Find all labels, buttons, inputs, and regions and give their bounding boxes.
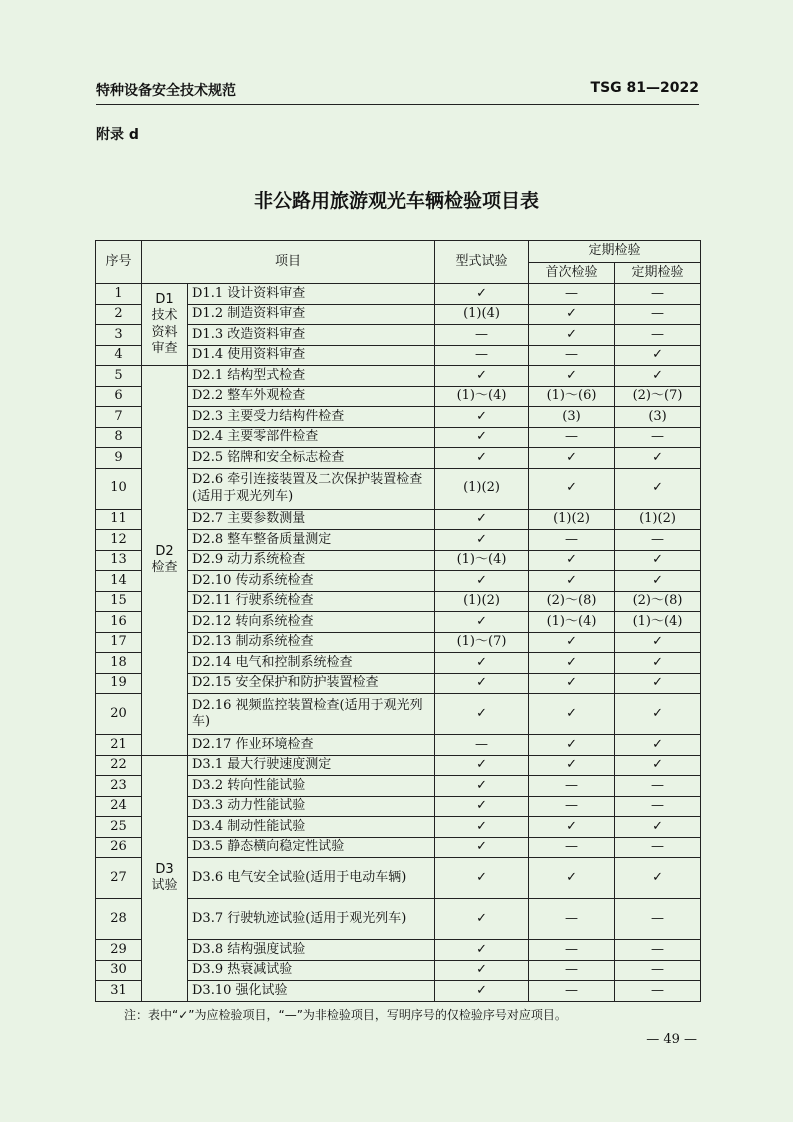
row-number: 25 <box>96 817 142 838</box>
regular-inspection-value: ✓ <box>615 735 701 756</box>
first-inspection-value: ✓ <box>529 858 615 899</box>
regular-inspection-value: — <box>615 304 701 325</box>
item-name: D2.11 行驶系统检查 <box>188 591 435 612</box>
item-name: D3.5 静态横向稳定性试验 <box>188 837 435 858</box>
first-inspection-value: — <box>529 940 615 961</box>
first-inspection-value: — <box>529 899 615 940</box>
first-inspection-value: ✓ <box>529 755 615 776</box>
item-name: D3.4 制动性能试验 <box>188 817 435 838</box>
row-number: 22 <box>96 755 142 776</box>
first-inspection-value: ✓ <box>529 325 615 346</box>
row-number: 9 <box>96 448 142 469</box>
row-number: 24 <box>96 796 142 817</box>
item-name: D3.9 热衰减试验 <box>188 960 435 981</box>
row-number: 8 <box>96 427 142 448</box>
item-name: D2.1 结构型式检查 <box>188 366 435 387</box>
regular-inspection-value: — <box>615 899 701 940</box>
regular-inspection-value: ✓ <box>615 468 701 509</box>
col-header-item: 项目 <box>142 241 435 284</box>
row-number: 20 <box>96 694 142 735</box>
type-test-value: (1)～(4) <box>435 386 529 407</box>
type-test-value: ✓ <box>435 858 529 899</box>
regular-inspection-value: ✓ <box>615 858 701 899</box>
regular-inspection-value: (3) <box>615 407 701 428</box>
type-test-value: — <box>435 325 529 346</box>
row-number: 13 <box>96 550 142 571</box>
regular-inspection-value: ✓ <box>615 550 701 571</box>
item-name: D3.7 行驶轨迹试验(适用于观光列车) <box>188 899 435 940</box>
row-number: 14 <box>96 571 142 592</box>
regular-inspection-value: ✓ <box>615 345 701 366</box>
group-label: D1 技术 资料 审查 <box>142 284 188 366</box>
row-number: 4 <box>96 345 142 366</box>
item-name: D2.17 作业环境检查 <box>188 735 435 756</box>
regular-inspection-value: (1)～(4) <box>615 612 701 633</box>
item-name: D1.2 制造资料审查 <box>188 304 435 325</box>
group-label: D2 检查 <box>142 366 188 756</box>
row-number: 6 <box>96 386 142 407</box>
first-inspection-value: ✓ <box>529 673 615 694</box>
regular-inspection-value: — <box>615 960 701 981</box>
type-test-value: ✓ <box>435 509 529 530</box>
first-inspection-value: — <box>529 284 615 305</box>
row-number: 2 <box>96 304 142 325</box>
regular-inspection-value: — <box>615 776 701 797</box>
item-name: D2.6 牵引连接装置及二次保护装置检查(适用于观光列车) <box>188 468 435 509</box>
table-row <box>96 755 701 776</box>
regular-inspection-value: ✓ <box>615 817 701 838</box>
row-number: 7 <box>96 407 142 428</box>
first-inspection-value: (1)～(6) <box>529 386 615 407</box>
row-number: 19 <box>96 673 142 694</box>
row-number: 26 <box>96 837 142 858</box>
first-inspection-value: ✓ <box>529 653 615 674</box>
first-inspection-value: ✓ <box>529 694 615 735</box>
item-name: D3.2 转向性能试验 <box>188 776 435 797</box>
item-name: D1.3 改造资料审查 <box>188 325 435 346</box>
regular-inspection-value: — <box>615 796 701 817</box>
item-name: D2.15 安全保护和防护装置检查 <box>188 673 435 694</box>
type-test-value: ✓ <box>435 530 529 551</box>
regular-inspection-value: ✓ <box>615 694 701 735</box>
appendix-label: 附录 d <box>96 127 139 143</box>
first-inspection-value: ✓ <box>529 571 615 592</box>
header-right: TSG 81—2022 <box>590 80 699 96</box>
type-test-value: ✓ <box>435 427 529 448</box>
first-inspection-value: — <box>529 981 615 1002</box>
type-test-value: (1)(2) <box>435 468 529 509</box>
type-test-value: ✓ <box>435 571 529 592</box>
item-name: D1.1 设计资料审查 <box>188 284 435 305</box>
item-name: D3.8 结构强度试验 <box>188 940 435 961</box>
regular-inspection-value: — <box>615 427 701 448</box>
type-test-value: ✓ <box>435 366 529 387</box>
first-inspection-value: ✓ <box>529 735 615 756</box>
row-number: 17 <box>96 632 142 653</box>
item-name: D2.9 动力系统检查 <box>188 550 435 571</box>
row-number: 29 <box>96 940 142 961</box>
first-inspection-value: — <box>529 796 615 817</box>
col-header-regular-inspection: 定期检验 <box>615 263 701 284</box>
row-number: 21 <box>96 735 142 756</box>
regular-inspection-value: (2)～(8) <box>615 591 701 612</box>
col-header-no: 序号 <box>96 241 142 284</box>
type-test-value: ✓ <box>435 284 529 305</box>
item-name: D3.10 强化试验 <box>188 981 435 1002</box>
first-inspection-value: ✓ <box>529 366 615 387</box>
item-name: D2.10 传动系统检查 <box>188 571 435 592</box>
first-inspection-value: — <box>529 427 615 448</box>
type-test-value: ✓ <box>435 981 529 1002</box>
type-test-value: (1)(2) <box>435 591 529 612</box>
row-number: 27 <box>96 858 142 899</box>
row-number: 15 <box>96 591 142 612</box>
item-name: D1.4 使用资料审查 <box>188 345 435 366</box>
table-row <box>96 284 701 305</box>
row-number: 12 <box>96 530 142 551</box>
type-test-value: (1)～(7) <box>435 632 529 653</box>
item-name: D2.14 电气和控制系统检查 <box>188 653 435 674</box>
col-header-type-test: 型式试验 <box>435 241 529 284</box>
item-name: D2.7 主要参数测量 <box>188 509 435 530</box>
row-number: 30 <box>96 960 142 981</box>
regular-inspection-value: (1)(2) <box>615 509 701 530</box>
regular-inspection-value: — <box>615 940 701 961</box>
first-inspection-value: — <box>529 837 615 858</box>
first-inspection-value: ✓ <box>529 632 615 653</box>
type-test-value: ✓ <box>435 796 529 817</box>
regular-inspection-value: (2)～(7) <box>615 386 701 407</box>
row-number: 11 <box>96 509 142 530</box>
first-inspection-value: — <box>529 776 615 797</box>
first-inspection-value: — <box>529 530 615 551</box>
type-test-value: ✓ <box>435 612 529 633</box>
type-test-value: — <box>435 735 529 756</box>
regular-inspection-value: ✓ <box>615 755 701 776</box>
row-number: 3 <box>96 325 142 346</box>
first-inspection-value: (1)～(4) <box>529 612 615 633</box>
table-note: 注：表中“✓”为应检验项目，“—”为非检验项目，写明序号的仅检验序号对应项目。 <box>124 1008 567 1022</box>
first-inspection-value: (1)(2) <box>529 509 615 530</box>
type-test-value: ✓ <box>435 694 529 735</box>
type-test-value: ✓ <box>435 960 529 981</box>
item-name: D2.8 整车整备质量测定 <box>188 530 435 551</box>
row-number: 16 <box>96 612 142 633</box>
first-inspection-value: ✓ <box>529 304 615 325</box>
type-test-value: (1)(4) <box>435 304 529 325</box>
item-name: D3.1 最大行驶速度测定 <box>188 755 435 776</box>
inspection-items-table <box>95 240 701 1002</box>
item-name: D2.13 制动系统检查 <box>188 632 435 653</box>
type-test-value: ✓ <box>435 653 529 674</box>
regular-inspection-value: — <box>615 981 701 1002</box>
row-number: 31 <box>96 981 142 1002</box>
item-name: D2.2 整车外观检查 <box>188 386 435 407</box>
regular-inspection-value: ✓ <box>615 366 701 387</box>
header-left: 特种设备安全技术规范 <box>96 83 236 99</box>
regular-inspection-value: — <box>615 837 701 858</box>
first-inspection-value: ✓ <box>529 468 615 509</box>
type-test-value: ✓ <box>435 755 529 776</box>
first-inspection-value: ✓ <box>529 448 615 469</box>
first-inspection-value: (2)～(8) <box>529 591 615 612</box>
first-inspection-value: ✓ <box>529 817 615 838</box>
col-header-first-inspection: 首次检验 <box>529 263 615 284</box>
type-test-value: ✓ <box>435 448 529 469</box>
item-name: D2.3 主要受力结构件检查 <box>188 407 435 428</box>
row-number: 10 <box>96 468 142 509</box>
row-number: 1 <box>96 284 142 305</box>
type-test-value: (1)～(4) <box>435 550 529 571</box>
page-title: 非公路用旅游观光车辆检验项目表 <box>253 190 539 212</box>
regular-inspection-value: — <box>615 530 701 551</box>
row-number: 18 <box>96 653 142 674</box>
col-header-periodic: 定期检验 <box>529 241 701 263</box>
type-test-value: ✓ <box>435 407 529 428</box>
type-test-value: ✓ <box>435 940 529 961</box>
regular-inspection-value: ✓ <box>615 448 701 469</box>
item-name: D2.16 视频监控装置检查(适用于观光列车) <box>188 694 435 735</box>
regular-inspection-value: ✓ <box>615 632 701 653</box>
type-test-value: ✓ <box>435 837 529 858</box>
page-number: — 49 — <box>646 1032 697 1047</box>
regular-inspection-value: ✓ <box>615 653 701 674</box>
header-divider <box>96 104 699 105</box>
item-name: D3.3 动力性能试验 <box>188 796 435 817</box>
regular-inspection-value: ✓ <box>615 673 701 694</box>
type-test-value: ✓ <box>435 673 529 694</box>
item-name: D2.5 铭牌和安全标志检查 <box>188 448 435 469</box>
first-inspection-value: — <box>529 345 615 366</box>
type-test-value: ✓ <box>435 899 529 940</box>
regular-inspection-value: — <box>615 284 701 305</box>
type-test-value: — <box>435 345 529 366</box>
item-name: D3.6 电气安全试验(适用于电动车辆) <box>188 858 435 899</box>
type-test-value: ✓ <box>435 776 529 797</box>
first-inspection-value: ✓ <box>529 550 615 571</box>
first-inspection-value: (3) <box>529 407 615 428</box>
group-label: D3 试验 <box>142 755 188 1001</box>
regular-inspection-value: — <box>615 325 701 346</box>
table-row <box>96 366 701 387</box>
item-name: D2.4 主要零部件检查 <box>188 427 435 448</box>
regular-inspection-value: ✓ <box>615 571 701 592</box>
item-name: D2.12 转向系统检查 <box>188 612 435 633</box>
type-test-value: ✓ <box>435 817 529 838</box>
row-number: 28 <box>96 899 142 940</box>
first-inspection-value: — <box>529 960 615 981</box>
row-number: 23 <box>96 776 142 797</box>
row-number: 5 <box>96 366 142 387</box>
